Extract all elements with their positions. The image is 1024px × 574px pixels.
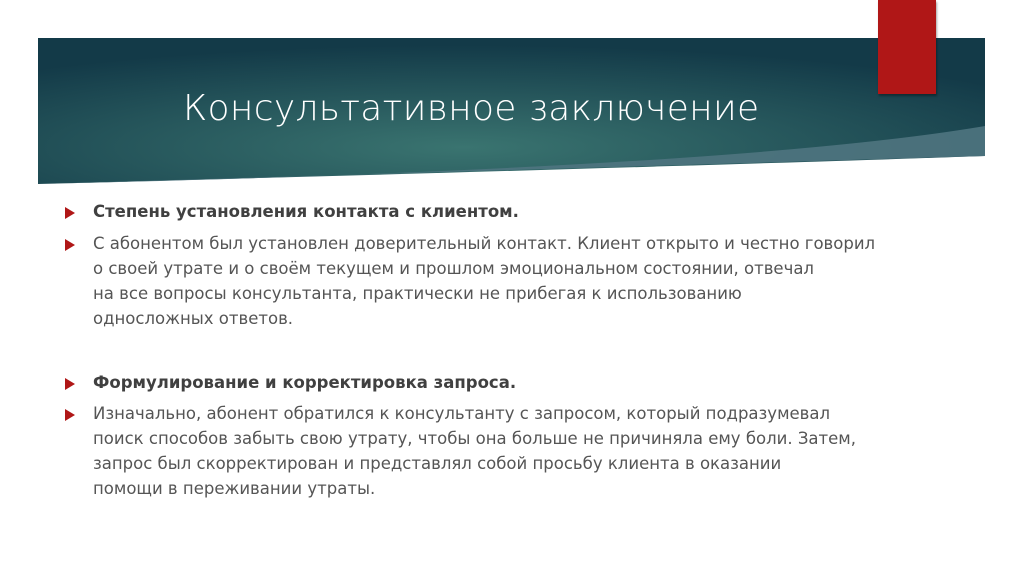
triangle-bullet-icon <box>65 207 75 219</box>
bullet-text-line: Изначально, абонент обратился к консультанту с запросом, который подразумевал <box>93 404 831 423</box>
bullet-text-line: запрос был скорректирован и представлял собой просьбу клиента в оказании <box>93 454 782 473</box>
bullet-text-line: о своей утрате и о своём текущем и прошлом эмоциональном состоянии, отвечал <box>93 259 814 278</box>
bullet-text-line: на все вопросы консультанта, практически не прибегая к использованию <box>93 284 742 303</box>
bullet-text-line: помощи в переживании утраты. <box>93 479 376 498</box>
bullet-heading: Формулирование и корректировка запроса. <box>93 373 517 392</box>
triangle-bullet-icon <box>65 409 75 421</box>
bullet-text-line: поиск способов забыть свою утрату, чтобы она больше не причиняла ему боли. Затем, <box>93 429 856 448</box>
bullet-heading: Степень установления контакта с клиентом. <box>93 202 519 221</box>
bullet-text-line: С абонентом был установлен доверительный контакт. Клиент открыто и честно говорил <box>93 234 876 253</box>
triangle-bullet-icon <box>65 239 75 251</box>
triangle-bullet-icon <box>65 378 75 390</box>
slide-title: Консультативное заключение <box>183 88 760 129</box>
accent-bar <box>878 0 936 94</box>
bullet-text-line: односложных ответов. <box>93 309 294 328</box>
